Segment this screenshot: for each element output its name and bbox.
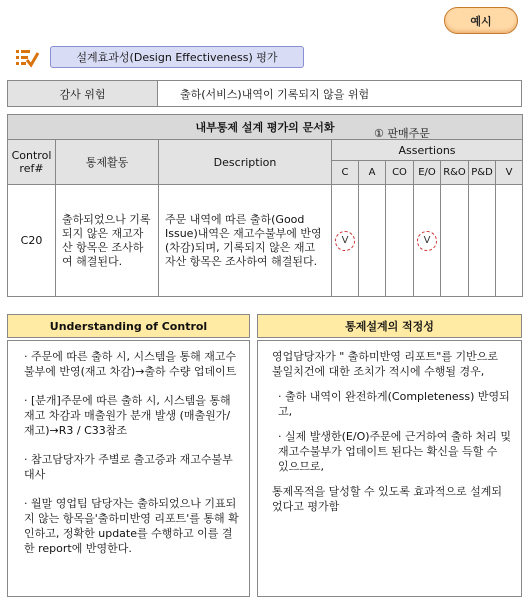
assertion-col-v: V: [496, 161, 523, 185]
adequacy-conclusion: 통제목적을 달성할 수 있도록 효과적으로 설계되었다고 평가함: [272, 485, 503, 513]
adequacy-bullet: · 출하 내역이 완전하게(Completeness) 반영되고,: [278, 390, 510, 418]
control-activity-cell: 출하되었으나 기록되지 않은 재고자산 항목은 조사하여 해결된다.: [56, 185, 159, 297]
header-control-ref-line1: Control: [11, 149, 52, 162]
example-badge[interactable]: 예시: [444, 7, 518, 34]
header-description: Description: [159, 140, 332, 185]
assertion-col-a: A: [359, 161, 386, 185]
section-title: 설계효과성(Design Effectiveness) 평가: [50, 46, 304, 68]
table-title-row: [8, 115, 523, 140]
assertion-col-co: CO: [386, 161, 414, 185]
assertion-col-c: C: [332, 161, 359, 185]
checklist-icon: [14, 47, 40, 69]
adequacy-bullet: · 실제 발생한(E/O)주문에 근거하여 출하 처리 및 재고수불부가 업데이트 된다는 확신을 득할 수 있으므로,: [278, 430, 512, 473]
audit-risk-value: 출하(서비스)내역이 기록되지 않을 위험: [180, 87, 370, 101]
header-control-ref: [8, 140, 56, 185]
control-documentation-table: [7, 114, 523, 297]
audit-risk-label: 감사 위험: [8, 81, 158, 106]
mark-cell-eo: [414, 185, 441, 297]
control-description-cell: 주문 내역에 따른 출하(Good Issue)내역은 재고수불부에 반영(차감)되며, 기록되지 않은 재고자산 항목은 조사하여 해결된다.: [159, 185, 332, 297]
assertion-note: ① 판매주문: [374, 127, 430, 140]
table-title: 내부통제 설계 평가의 문서화: [195, 121, 335, 134]
mark-cell-pd: [469, 185, 496, 297]
audit-risk-row: [7, 80, 522, 107]
understanding-title: Understanding of Control: [8, 315, 249, 337]
header-control-ref-line2: ref#: [19, 162, 44, 175]
control-ref-cell: C20: [8, 185, 56, 297]
adequacy-header-box: [257, 314, 522, 338]
header-activity: 통제활동: [56, 140, 159, 185]
assertion-col-ro: R&O: [441, 161, 469, 185]
assertion-col-eo: E/O: [414, 161, 441, 185]
list-item: · [분개]주문에 따른 출하 시, 시스템을 통해 재고 차감과 매출원가 분개 발생 (매출원가/재고)→R3 / C33참조: [24, 394, 231, 437]
mark-cell-v: [496, 185, 523, 297]
list-item: · 주문에 따른 출하 시, 시스템을 통해 재고수불부에 반영(재고 차감)→출하 수량 업데이트: [24, 350, 237, 378]
adequacy-paragraph: 영업담당자가 " 출하미반영 리포트"를 기반으로 불일치건에 대한 조치가 적시에 수행될 경우,: [272, 350, 498, 378]
list-item: · 참고담당자가 주별로 출고증과 재고수불부 대사: [24, 453, 233, 481]
understanding-body: [7, 340, 250, 597]
adequacy-title: 통제설계의 적정성: [258, 315, 521, 337]
assertion-mark-eo: V: [417, 231, 437, 251]
header-assertions: Assertions: [332, 140, 523, 161]
list-item: · 월말 영업팀 담당자는 출하되었으나 기표되지 않는 항목을'출하미반영 리포트'를 통해 확인하고, 정확한 update를 수행하고 이를 결한 report에 반영한다.: [24, 497, 239, 555]
adequacy-body: [257, 340, 522, 597]
assertion-mark-c: V: [335, 231, 355, 251]
mark-cell-c: [332, 185, 359, 297]
assertion-col-pd: P&D: [469, 161, 496, 185]
understanding-header-box: [7, 314, 250, 338]
mark-cell-co: [386, 185, 414, 297]
mark-cell-a: [359, 185, 386, 297]
mark-cell-ro: [441, 185, 469, 297]
table-row: [8, 185, 523, 297]
